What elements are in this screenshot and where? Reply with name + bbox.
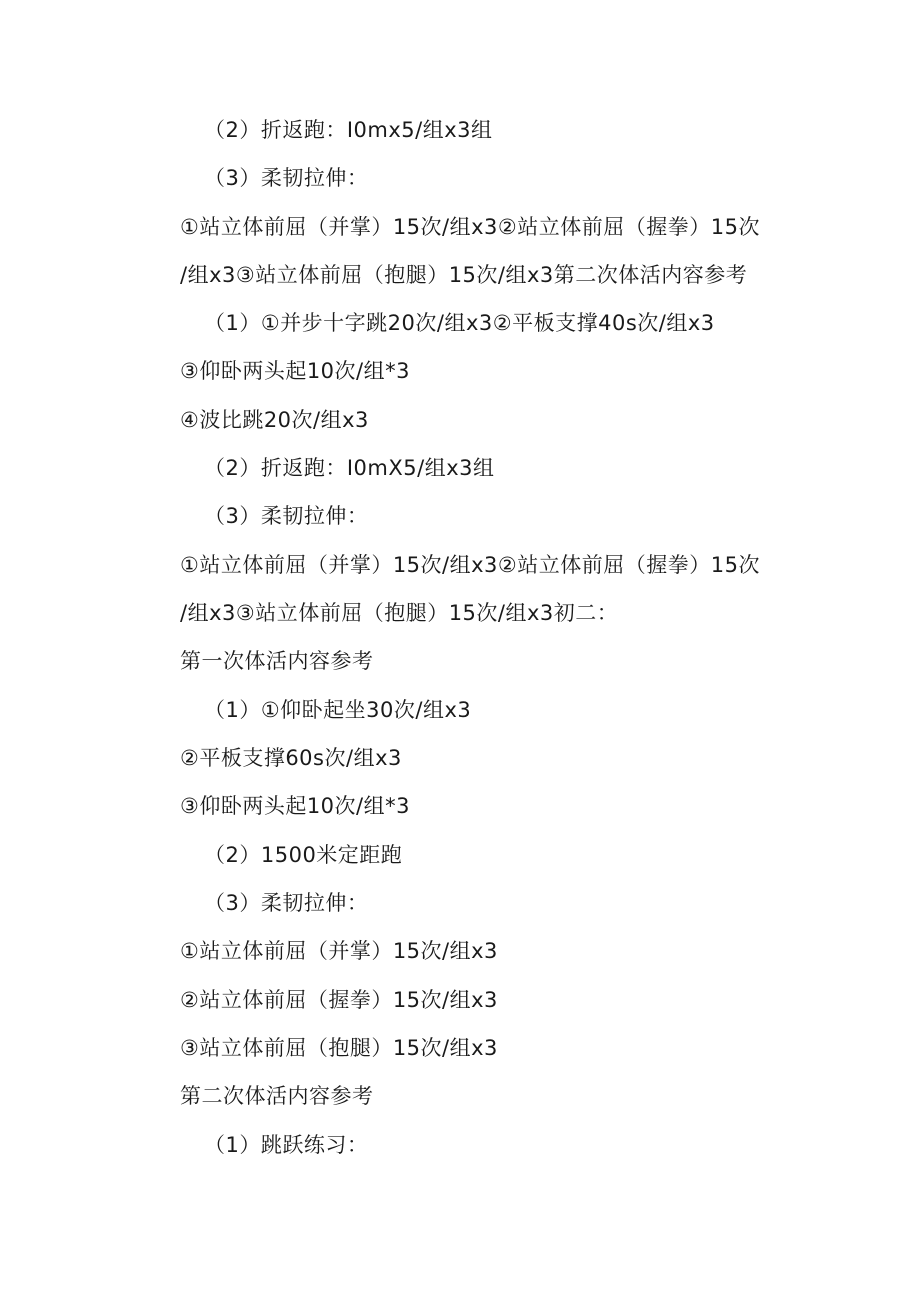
section-heading-second-activity: 第二次体活内容参考 [180, 1084, 374, 1108]
text-line-stretch-heading-2: （3）柔韧拉伸： [204, 504, 369, 528]
text-line-shuttle-run-2: （2）折返跑：I0mX5/组x3组 [204, 456, 495, 480]
text-line-1500m-run: （2）1500米定距跑 [204, 843, 403, 867]
text-line-stretch-heading-3: （3）柔韧拉伸： [204, 891, 369, 915]
text-line-stretch-items-2a: ①站立体前屈（并掌）15次/组x3②站立体前屈（握拳）15次 [180, 553, 760, 577]
text-line-stretch-items-2b: /组x3③站立体前屈（抱腿）15次/组x3初二： [180, 601, 619, 625]
text-line-stretch-heading-1: （3）柔韧拉伸： [204, 166, 369, 190]
text-line-stretch-fists: ②站立体前屈（握拳）15次/组x3 [180, 988, 498, 1012]
text-line-jump-practice: （1）跳跃练习： [204, 1133, 369, 1157]
text-line-stretch-palms: ①站立体前屈（并掌）15次/组x3 [180, 939, 498, 963]
text-line-exercise-2: ③仰卧两头起10次/组*3 [180, 359, 410, 383]
text-line-stretch-items-1b: /组x3③站立体前屈（抱腿）15次/组x3第二次体活内容参考 [180, 263, 748, 287]
text-line-v-ups: ③仰卧两头起10次/组*3 [180, 794, 410, 818]
text-line-stretch-items-1a: ①站立体前屈（并掌）15次/组x3②站立体前屈（握拳）15次 [180, 215, 760, 239]
text-line-exercise-1: （1）①并步十字跳20次/组x3②平板支撑40s次/组x3 [204, 311, 715, 335]
text-line-stretch-hug-legs: ③站立体前屈（抱腿）15次/组x3 [180, 1036, 498, 1060]
section-heading-first-activity: 第一次体活内容参考 [180, 649, 374, 673]
text-line-shuttle-run-1: （2）折返跑：I0mx5/组x3组 [204, 118, 493, 142]
text-line-exercise-3: ④波比跳20次/组x3 [180, 408, 369, 432]
text-line-plank: ②平板支撑60s次/组x3 [180, 746, 402, 770]
text-line-situps: （1）①仰卧起坐30次/组x3 [204, 698, 472, 722]
